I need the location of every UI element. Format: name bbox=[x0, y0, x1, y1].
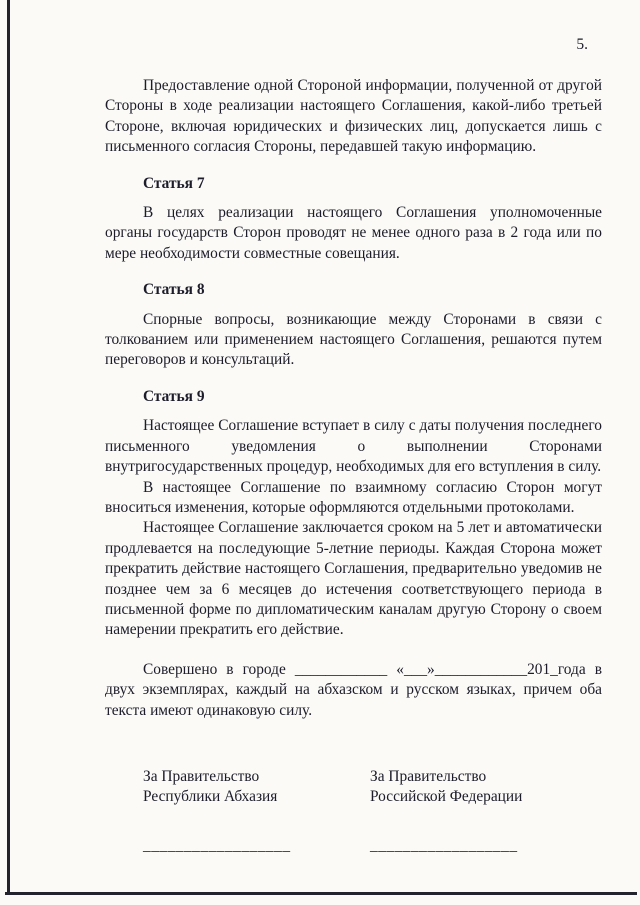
article-9-para-3: Настоящее Соглашение заключается сроком на 5 лет и автоматически продлевается на последующие 5-летние периоды. Каждая Сторона может прекратить действие настоящего Соглашения, предварительно уведомив не позднее чем за 6 месяцев до истечения соответствующего периода в письменной форме по дипломатическим каналам другую Сторону о своем намерении прекратить его действие. bbox=[105, 519, 602, 639]
signature-left-label-line2: Республики Абхазия bbox=[143, 788, 278, 806]
article-7-heading: Статья 7 bbox=[143, 174, 205, 192]
signature-block-abkhazia bbox=[143, 767, 370, 856]
signature-section bbox=[105, 767, 602, 856]
article-9-heading: Статья 9 bbox=[143, 387, 205, 405]
article-8-heading: Статья 8 bbox=[143, 281, 205, 299]
scan-artifact-left-edge bbox=[7, 0, 10, 893]
signature-block-russia bbox=[370, 767, 580, 856]
signature-right-label-line1: За Правительство bbox=[370, 767, 487, 785]
article-7-text: В целях реализации настоящего Соглашения уполномоченные органы государств Сторон проводят не менее одного раза в 2 года или по мере необходимости совместные совещания. bbox=[105, 204, 602, 262]
article-9-para-1: Настоящее Соглашение вступает в силу с даты получения последнего письменного уведомления о выполнении Сторонами внутригосударственных процедур, необходимых для его вступления в силу. bbox=[105, 417, 602, 476]
closing-paragraph: Совершено в городе ____________ «___»____________201_года в двух экземплярах, каждый на абхазском и русском языках, причем оба текста имеют одинаковую силу. bbox=[105, 660, 602, 719]
article-9-para-2: В настоящее Соглашение по взаимному согласию Сторон могут вноситься изменения, которые оформляются отдельными протоколами. bbox=[105, 478, 602, 516]
scan-artifact-bottom-edge bbox=[5, 892, 637, 895]
signature-left-label-line1: За Правительство bbox=[143, 767, 260, 785]
page-number: 5. bbox=[576, 36, 588, 53]
article-8-text: Спорные вопросы, возникающие между Сторонами в связи с толкованием или применением настоящего Соглашения, решаются путем переговоров и консультаций. bbox=[105, 310, 602, 369]
signature-right-line: __________________ bbox=[370, 836, 518, 854]
paragraph-confidentiality: Предоставление одной Стороной информации, полученной от другой Стороны в ходе реализации настоящего Соглашения, какой-либо третьей Стороне, включая юридических и физических лиц, допускается лишь с письменного согласия Стороны, передавшей такую информацию. bbox=[105, 77, 602, 156]
signature-right-label-line2: Российской Федерации bbox=[370, 788, 523, 806]
document-body bbox=[105, 76, 602, 856]
signature-left-line: __________________ bbox=[143, 836, 291, 854]
